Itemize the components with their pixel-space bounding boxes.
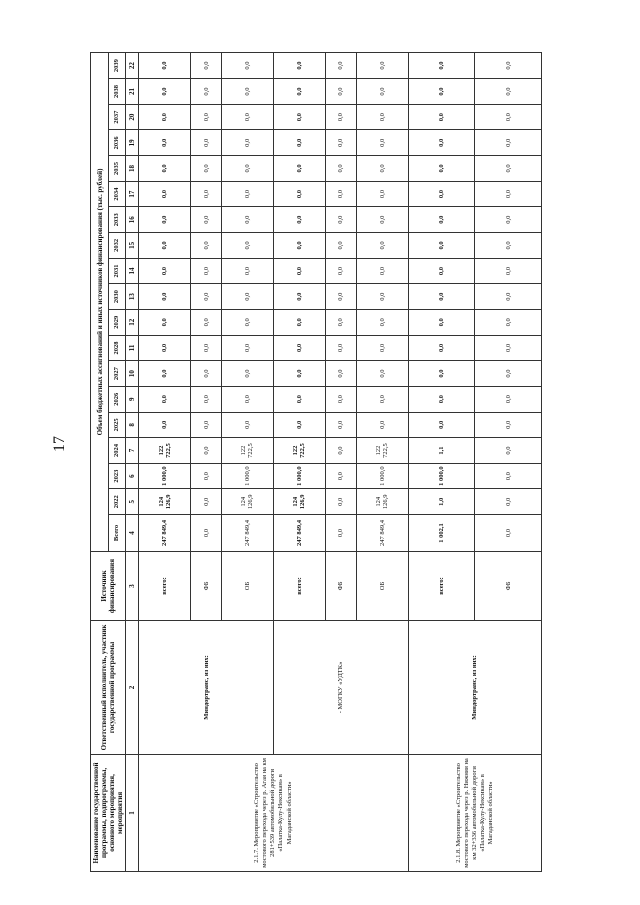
value-cell: 0,0 bbox=[356, 412, 408, 438]
value-cell: 1,1 bbox=[408, 438, 475, 464]
value-cell: 0,0 bbox=[191, 438, 222, 464]
value-cell: 0,0 bbox=[191, 233, 222, 259]
header-total: Всего bbox=[109, 515, 126, 552]
value-cell: 0,0 bbox=[221, 284, 273, 310]
value-cell: 0,0 bbox=[221, 233, 273, 259]
measure-name: 2.1.7. Мероприятие «Строительство мостового перехода через р. Агая на км 281+539 автомобильной дороги «Палатка-Кулу-Нексикан» в Магаданской области» bbox=[139, 754, 408, 871]
column-number: 2 bbox=[126, 621, 139, 755]
value-cell: 0,0 bbox=[475, 258, 542, 284]
value-cell: 0,0 bbox=[475, 438, 542, 464]
value-cell: 0,0 bbox=[273, 412, 325, 438]
value-cell: 0,0 bbox=[273, 233, 325, 259]
column-number: 16 bbox=[126, 207, 139, 233]
value-cell: 0,0 bbox=[356, 335, 408, 361]
value-cell: 0,0 bbox=[356, 156, 408, 182]
value-cell: 0,0 bbox=[273, 156, 325, 182]
value-cell: 0,0 bbox=[325, 463, 356, 489]
table-row bbox=[139, 53, 191, 872]
value-cell: 0,0 bbox=[356, 361, 408, 387]
column-number: 9 bbox=[126, 386, 139, 412]
value-cell: 0,0 bbox=[139, 335, 191, 361]
value-cell: 0,0 bbox=[356, 258, 408, 284]
value-cell: 0,0 bbox=[356, 284, 408, 310]
value-cell: 0,0 bbox=[221, 181, 273, 207]
value-cell: 0,0 bbox=[325, 438, 356, 464]
header-year: 2024 bbox=[109, 438, 126, 464]
value-cell: 0,0 bbox=[408, 79, 475, 105]
column-number: 17 bbox=[126, 181, 139, 207]
value-cell: 0,0 bbox=[475, 309, 542, 335]
value-cell: 0,0 bbox=[273, 79, 325, 105]
header-year: 2022 bbox=[109, 489, 126, 515]
header-year: 2027 bbox=[109, 361, 126, 387]
value-cell: 0,0 bbox=[221, 156, 273, 182]
value-cell: 0,0 bbox=[325, 489, 356, 515]
value-cell: 0,0 bbox=[408, 233, 475, 259]
header-name: Наименование государственной программы, подпрограммы, основного мероприятия, мероприятия bbox=[91, 754, 126, 871]
value-cell: 0,0 bbox=[191, 130, 222, 156]
value-cell: 124 126,9 bbox=[139, 489, 191, 515]
column-number: 8 bbox=[126, 412, 139, 438]
header-year: 2026 bbox=[109, 386, 126, 412]
value-cell: 0,0 bbox=[475, 233, 542, 259]
value-cell: 0,0 bbox=[191, 284, 222, 310]
value-cell: 0,0 bbox=[139, 207, 191, 233]
executor-name: - МОГКУ «УДТК» bbox=[273, 621, 408, 755]
value-cell: 0,0 bbox=[475, 181, 542, 207]
value-cell: 0,0 bbox=[139, 53, 191, 79]
value-cell: 0,0 bbox=[273, 130, 325, 156]
value-cell: 0,0 bbox=[356, 130, 408, 156]
value-cell: 122 722,5 bbox=[273, 438, 325, 464]
value-cell: 0,0 bbox=[408, 130, 475, 156]
value-cell: 0,0 bbox=[221, 207, 273, 233]
value-cell: 0,0 bbox=[356, 233, 408, 259]
value-cell: 0,0 bbox=[221, 335, 273, 361]
value-cell: 0,0 bbox=[408, 104, 475, 130]
value-cell: 0,0 bbox=[139, 233, 191, 259]
column-number: 18 bbox=[126, 156, 139, 182]
value-cell: 1 002,1 bbox=[408, 515, 475, 552]
value-cell: 0,0 bbox=[408, 335, 475, 361]
value-cell: 0,0 bbox=[356, 386, 408, 412]
value-cell: 0,0 bbox=[325, 335, 356, 361]
source-cell: ФБ bbox=[191, 551, 222, 620]
value-cell: 0,0 bbox=[475, 412, 542, 438]
header-year: 2039 bbox=[109, 53, 126, 79]
value-cell: 122 722,5 bbox=[221, 438, 273, 464]
source-cell: ОБ bbox=[221, 551, 273, 620]
value-cell: 0,0 bbox=[475, 284, 542, 310]
value-cell: 0,0 bbox=[475, 463, 542, 489]
source-cell: всего: bbox=[408, 551, 475, 620]
header-year: 2038 bbox=[109, 79, 126, 105]
value-cell: 0,0 bbox=[273, 335, 325, 361]
value-cell: 0,0 bbox=[325, 79, 356, 105]
column-number: 14 bbox=[126, 258, 139, 284]
value-cell: 0,0 bbox=[191, 335, 222, 361]
column-number: 20 bbox=[126, 104, 139, 130]
column-number: 7 bbox=[126, 438, 139, 464]
value-cell: 0,0 bbox=[191, 104, 222, 130]
rotated-table-wrapper bbox=[90, 52, 535, 872]
header-volume: Объем бюджетных ассигнований и иных источников финансирования (тыс. рублей) bbox=[91, 53, 109, 552]
value-cell: 0,0 bbox=[475, 386, 542, 412]
value-cell: 1 000,0 bbox=[408, 463, 475, 489]
value-cell: 0,0 bbox=[356, 207, 408, 233]
value-cell: 0,0 bbox=[356, 309, 408, 335]
value-cell: 0,0 bbox=[325, 386, 356, 412]
source-cell: всего: bbox=[273, 551, 325, 620]
header-year: 2033 bbox=[109, 207, 126, 233]
value-cell: 0,0 bbox=[356, 53, 408, 79]
value-cell: 0,0 bbox=[408, 309, 475, 335]
value-cell: 0,0 bbox=[356, 104, 408, 130]
value-cell: 0,0 bbox=[475, 515, 542, 552]
value-cell: 0,0 bbox=[191, 309, 222, 335]
column-number: 19 bbox=[126, 130, 139, 156]
value-cell: 0,0 bbox=[408, 156, 475, 182]
column-number: 15 bbox=[126, 233, 139, 259]
value-cell: 0,0 bbox=[273, 104, 325, 130]
header-year: 2031 bbox=[109, 258, 126, 284]
column-number: 1 bbox=[126, 754, 139, 871]
value-cell: 0,0 bbox=[191, 258, 222, 284]
value-cell: 0,0 bbox=[221, 361, 273, 387]
value-cell: 0,0 bbox=[325, 412, 356, 438]
value-cell: 0,0 bbox=[221, 258, 273, 284]
value-cell: 0,0 bbox=[325, 361, 356, 387]
value-cell: 0,0 bbox=[191, 412, 222, 438]
value-cell: 0,0 bbox=[325, 258, 356, 284]
header-year: 2028 bbox=[109, 335, 126, 361]
value-cell: 0,0 bbox=[273, 207, 325, 233]
value-cell: 0,0 bbox=[325, 515, 356, 552]
value-cell: 0,0 bbox=[356, 181, 408, 207]
header-year: 2030 bbox=[109, 284, 126, 310]
value-cell: 0,0 bbox=[408, 258, 475, 284]
value-cell: 122 722,5 bbox=[356, 438, 408, 464]
value-cell: 0,0 bbox=[356, 79, 408, 105]
value-cell: 124 126,9 bbox=[273, 489, 325, 515]
value-cell: 0,0 bbox=[139, 361, 191, 387]
header-year: 2025 bbox=[109, 412, 126, 438]
header-source: Источник финансирования bbox=[91, 551, 126, 620]
value-cell: 0,0 bbox=[325, 309, 356, 335]
value-cell: 0,0 bbox=[191, 386, 222, 412]
value-cell: 0,0 bbox=[325, 156, 356, 182]
header-executor: Ответственный исполнитель, участник государственной программы bbox=[91, 621, 126, 755]
value-cell: 0,0 bbox=[475, 79, 542, 105]
page-number: 17 bbox=[51, 436, 68, 452]
value-cell: 0,0 bbox=[408, 284, 475, 310]
value-cell: 0,0 bbox=[139, 104, 191, 130]
value-cell: 0,0 bbox=[325, 53, 356, 79]
column-number: 13 bbox=[126, 284, 139, 310]
value-cell: 0,0 bbox=[191, 181, 222, 207]
value-cell: 0,0 bbox=[139, 258, 191, 284]
value-cell: 0,0 bbox=[191, 53, 222, 79]
value-cell: 0,0 bbox=[475, 53, 542, 79]
value-cell: 1 000,0 bbox=[356, 463, 408, 489]
value-cell: 0,0 bbox=[273, 53, 325, 79]
value-cell: 1,0 bbox=[408, 489, 475, 515]
value-cell: 0,0 bbox=[221, 386, 273, 412]
value-cell: 0,0 bbox=[221, 104, 273, 130]
value-cell: 1 000,0 bbox=[139, 463, 191, 489]
value-cell: 0,0 bbox=[191, 361, 222, 387]
source-cell: всего: bbox=[139, 551, 191, 620]
value-cell: 124 126,9 bbox=[221, 489, 273, 515]
value-cell: 0,0 bbox=[325, 104, 356, 130]
value-cell: 247 849,4 bbox=[221, 515, 273, 552]
value-cell: 0,0 bbox=[191, 79, 222, 105]
header-year: 2032 bbox=[109, 233, 126, 259]
value-cell: 0,0 bbox=[139, 412, 191, 438]
value-cell: 0,0 bbox=[475, 156, 542, 182]
value-cell: 0,0 bbox=[475, 361, 542, 387]
value-cell: 0,0 bbox=[408, 207, 475, 233]
value-cell: 0,0 bbox=[325, 181, 356, 207]
table-row bbox=[273, 53, 325, 872]
value-cell: 0,0 bbox=[325, 233, 356, 259]
header-year: 2029 bbox=[109, 309, 126, 335]
source-cell: ФБ bbox=[325, 551, 356, 620]
value-cell: 0,0 bbox=[408, 181, 475, 207]
table-row bbox=[408, 53, 475, 872]
column-number: 4 bbox=[126, 515, 139, 552]
column-number: 10 bbox=[126, 361, 139, 387]
value-cell: 0,0 bbox=[191, 156, 222, 182]
value-cell: 0,0 bbox=[408, 386, 475, 412]
value-cell: 124 126,9 bbox=[356, 489, 408, 515]
value-cell: 0,0 bbox=[273, 284, 325, 310]
value-cell: 0,0 bbox=[273, 361, 325, 387]
header-year: 2023 bbox=[109, 463, 126, 489]
value-cell: 0,0 bbox=[273, 309, 325, 335]
value-cell: 122 722,5 bbox=[139, 438, 191, 464]
value-cell: 0,0 bbox=[475, 130, 542, 156]
value-cell: 0,0 bbox=[221, 130, 273, 156]
value-cell: 0,0 bbox=[408, 53, 475, 79]
value-cell: 247 849,4 bbox=[356, 515, 408, 552]
executor-name: Миндортранс, из них: bbox=[408, 621, 542, 755]
value-cell: 0,0 bbox=[475, 104, 542, 130]
source-cell: ФБ bbox=[475, 551, 542, 620]
value-cell: 1 000,0 bbox=[273, 463, 325, 489]
value-cell: 0,0 bbox=[191, 515, 222, 552]
column-number: 3 bbox=[126, 551, 139, 620]
value-cell: 0,0 bbox=[273, 258, 325, 284]
value-cell: 0,0 bbox=[221, 309, 273, 335]
column-number: 6 bbox=[126, 463, 139, 489]
value-cell: 0,0 bbox=[408, 412, 475, 438]
value-cell: 0,0 bbox=[221, 53, 273, 79]
financing-table bbox=[90, 52, 542, 872]
measure-name: 2.1.8. Мероприятие «Строительство мостового перехода через р. Нижняя на км 32+336 автомобильной дороги «Палатка-Кулу-Нексикан» в Магаданской области» bbox=[408, 754, 542, 871]
value-cell: 1 000,0 bbox=[221, 463, 273, 489]
value-cell: 0,0 bbox=[475, 207, 542, 233]
value-cell: 0,0 bbox=[325, 130, 356, 156]
value-cell: 0,0 bbox=[139, 130, 191, 156]
column-number: 5 bbox=[126, 489, 139, 515]
header-year: 2034 bbox=[109, 181, 126, 207]
column-number: 11 bbox=[126, 335, 139, 361]
header-year: 2035 bbox=[109, 156, 126, 182]
column-number: 22 bbox=[126, 53, 139, 79]
value-cell: 0,0 bbox=[325, 284, 356, 310]
value-cell: 0,0 bbox=[139, 79, 191, 105]
value-cell: 0,0 bbox=[191, 207, 222, 233]
column-number: 21 bbox=[126, 79, 139, 105]
column-number: 12 bbox=[126, 309, 139, 335]
source-cell: ОБ bbox=[356, 551, 408, 620]
executor-name: Миндортранс, из них: bbox=[139, 621, 274, 755]
value-cell: 0,0 bbox=[475, 489, 542, 515]
value-cell: 247 849,4 bbox=[273, 515, 325, 552]
value-cell: 0,0 bbox=[139, 156, 191, 182]
value-cell: 0,0 bbox=[139, 386, 191, 412]
value-cell: 0,0 bbox=[273, 181, 325, 207]
value-cell: 0,0 bbox=[325, 207, 356, 233]
value-cell: 0,0 bbox=[191, 463, 222, 489]
value-cell: 0,0 bbox=[475, 335, 542, 361]
value-cell: 0,0 bbox=[221, 79, 273, 105]
value-cell: 0,0 bbox=[221, 412, 273, 438]
value-cell: 247 849,4 bbox=[139, 515, 191, 552]
header-year: 2036 bbox=[109, 130, 126, 156]
value-cell: 0,0 bbox=[139, 309, 191, 335]
value-cell: 0,0 bbox=[273, 386, 325, 412]
header-year: 2037 bbox=[109, 104, 126, 130]
value-cell: 0,0 bbox=[139, 284, 191, 310]
value-cell: 0,0 bbox=[139, 181, 191, 207]
value-cell: 0,0 bbox=[191, 489, 222, 515]
value-cell: 0,0 bbox=[408, 361, 475, 387]
